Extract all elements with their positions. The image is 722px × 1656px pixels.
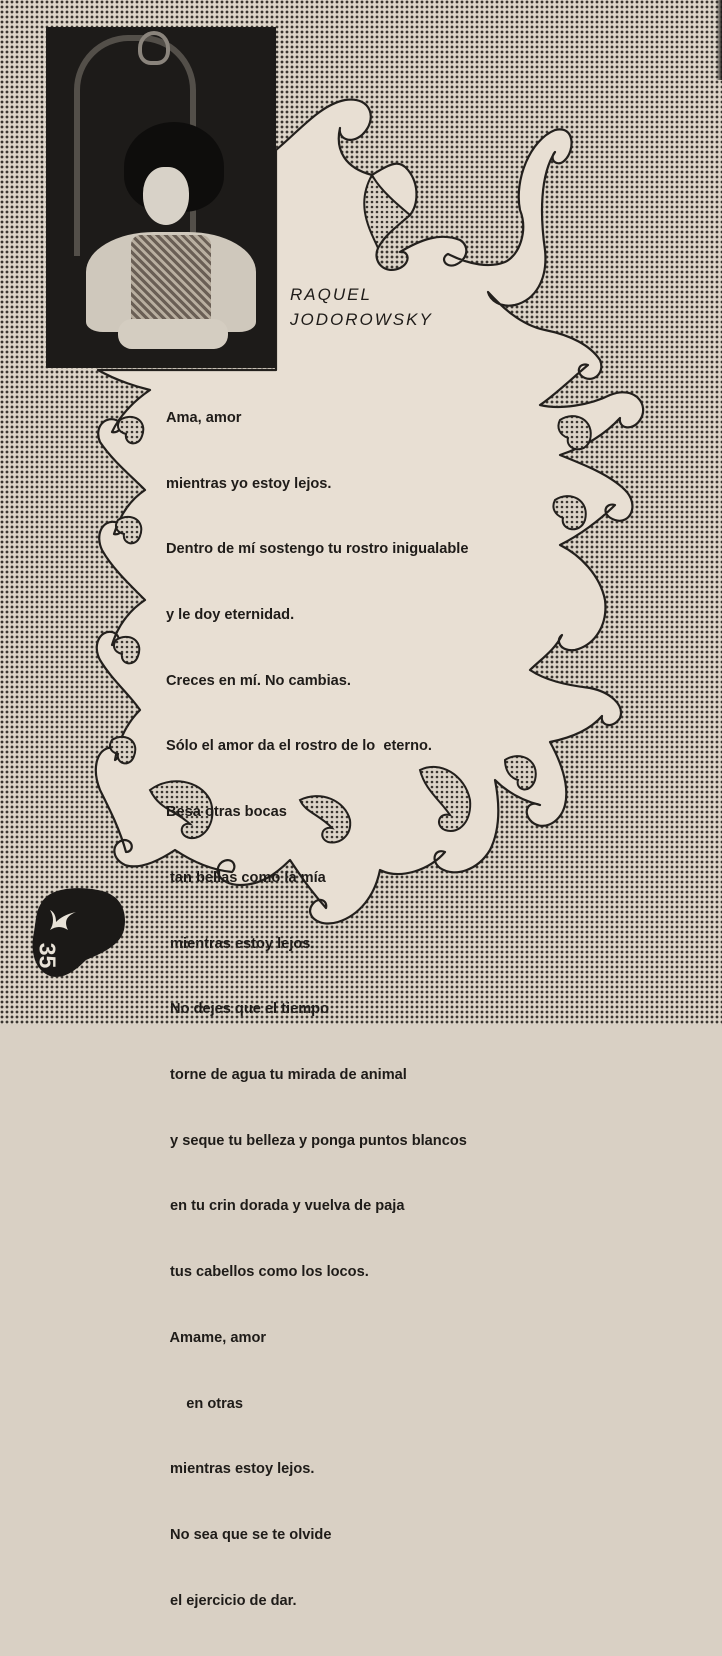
author-first-name: RAQUEL: [290, 285, 372, 304]
poem-line: Dentro de mí sostengo tu rostro inigualable: [166, 541, 469, 558]
author-photo: [46, 27, 276, 368]
poem-line: Amame, amor: [166, 1329, 267, 1346]
poem-line: en tu crin dorada y vuelva de paja: [166, 1198, 405, 1215]
poem-line: mientras estoy lejos.: [166, 1461, 315, 1478]
embroidered-vest: [131, 235, 211, 330]
poem-line: torne de agua tu mirada de animal: [166, 1067, 407, 1083]
poem-line: y le doy eternidad.: [166, 606, 295, 623]
poem-line: y seque tu belleza y ponga puntos blancos: [166, 1132, 467, 1149]
poem-line: Creces en mí. No cambias.: [166, 672, 351, 689]
poem-line: No dejes que el tiempo: [166, 1001, 329, 1018]
poem-line: en otras: [166, 1395, 244, 1412]
poem-body: [166, 364, 468, 1656]
fleur-de-lis-ornament: [138, 31, 170, 65]
author-name: [290, 282, 433, 332]
poem-line: Ama, amor: [166, 409, 242, 426]
page-number: 35: [34, 942, 61, 969]
poem-line: mientras yo estoy lejos.: [166, 475, 332, 492]
poem-line: el ejercicio de dar.: [166, 1592, 297, 1609]
hands: [118, 319, 228, 349]
poem-line: No sea que se te olvide: [166, 1527, 332, 1544]
poem-line: Besa otras bocas: [166, 804, 287, 821]
face: [143, 167, 189, 225]
author-last-name: JODOROWSKY: [290, 310, 433, 329]
poem-line: tus cabellos como los locos.: [166, 1264, 369, 1281]
poem-line: Sólo el amor da el rostro de lo eterno.: [166, 738, 432, 755]
poem-line: mientras estoy lejos.: [166, 935, 315, 952]
poem-line: tan bellas como la mía: [166, 869, 326, 886]
